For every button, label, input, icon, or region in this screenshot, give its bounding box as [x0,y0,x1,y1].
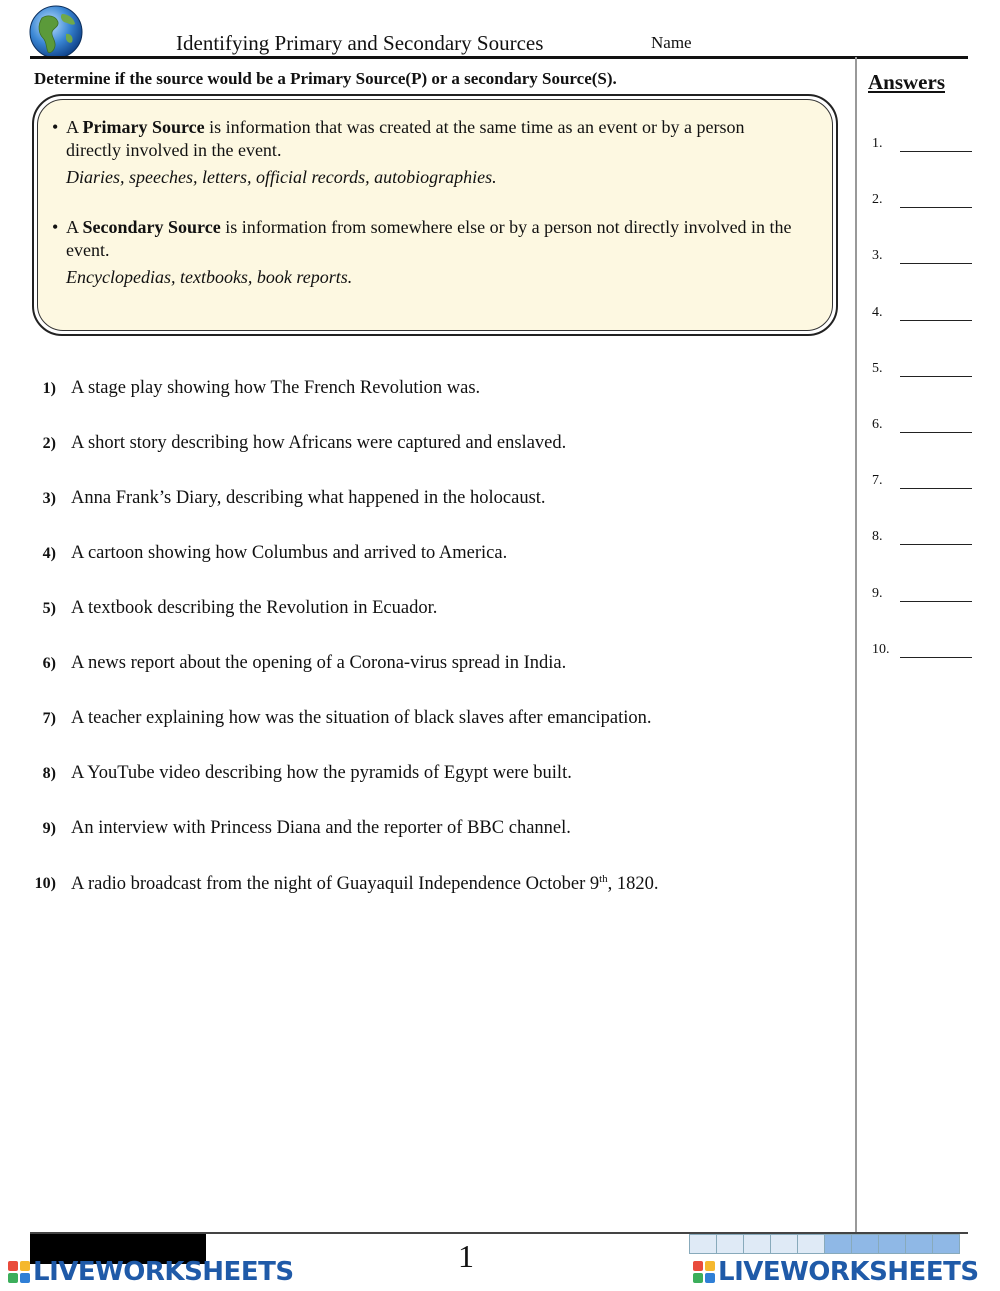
question-number: 6) [42,655,56,672]
grid-cell [824,1234,852,1254]
logo-block [705,1261,715,1271]
definitions-panel [37,99,833,331]
question-text: Anna Frank’s Diary, describing what happened in the holocaust. [71,488,546,508]
answers-title: Answers [868,70,945,94]
answer-row [872,303,982,359]
logo-blocks-icon [8,1261,30,1283]
question-number: 2) [42,435,56,452]
question-number: 5) [42,600,56,617]
liveworksheets-logo[interactable] [693,1256,979,1288]
answer-row [872,359,982,415]
answer-number: 6. [872,416,883,432]
question-number: 10) [34,875,56,892]
answer-row [872,415,982,471]
secondary-source-term: Secondary Source [82,217,221,237]
question-text: A cartoon showing how Columbus and arrived to America. [71,543,508,563]
question-number: 8) [42,765,56,782]
footer-grid [690,1234,960,1254]
logo-text: LIVEWORKSHEETS [33,1257,294,1287]
question-text: A short story describing how Africans were captured and enslaved. [71,433,567,453]
page-number: 1 [458,1238,474,1274]
grid-cell [932,1234,960,1254]
definitions-box [32,94,838,336]
primary-source-definition [52,116,802,189]
question-item [30,378,830,433]
answer-number: 3. [872,248,883,264]
answer-blank[interactable] [900,376,972,377]
liveworksheets-logo[interactable] [8,1256,294,1288]
logo-block [8,1273,18,1283]
question-item [30,763,830,818]
question-number: 4) [42,545,56,562]
question-text: A textbook describing the Revolution in Ecuador. [71,598,438,618]
header-divider [30,56,968,59]
question-item [30,433,830,488]
answer-number: 8. [872,529,883,545]
secondary-source-definition [52,216,802,289]
answer-blank[interactable] [900,432,972,433]
globe-icon [28,4,84,60]
name-label: Name [651,33,692,52]
answer-number: 10. [872,641,890,657]
logo-block [20,1273,30,1283]
question-item [30,543,830,598]
question-text: A teacher explaining how was the situation of black slaves after emancipation. [71,708,652,728]
definition-prefix: A [66,117,79,137]
page-title: Identifying Primary and Secondary Sources [176,31,544,55]
ordinal-suffix: th [599,873,608,885]
bullet: • [52,117,59,137]
question-text-main: A radio broadcast from the night of Guayaquil Independence October 9 [71,874,600,895]
answers-list [872,134,982,696]
answer-number: 9. [872,585,883,601]
grid-cell [689,1234,717,1254]
bullet: • [52,217,59,237]
question-text-end: , 1820. [607,874,659,895]
logo-text: LIVEWORKSHEETS [718,1257,979,1287]
answer-blank[interactable] [900,207,972,208]
answer-blank[interactable] [900,657,972,658]
question-number: 9) [42,820,56,837]
answer-number: 1. [872,136,883,151]
grid-cell [851,1234,879,1254]
questions-list [30,378,830,928]
secondary-source-text: is information from somewhere else or by a person not directly involved in the event. [66,217,792,260]
question-item [30,818,830,873]
question-item [30,653,830,708]
grid-cell [770,1234,798,1254]
instructions: Determine if the source would be a Primary Source(P) or a secondary Source(S). [34,69,617,88]
primary-source-term: Primary Source [82,117,205,137]
question-item [30,598,830,653]
primary-source-examples: Diaries, speeches, letters, official records, autobiographies. [66,167,497,187]
answer-row [872,471,982,527]
definition-prefix: A [66,217,79,237]
answer-number: 5. [872,360,883,376]
answer-row [872,584,982,640]
question-text: A news report about the opening of a Corona-virus spread in India. [71,653,567,673]
question-number: 1) [42,380,56,397]
answer-row [872,246,982,302]
answer-blank[interactable] [900,320,972,321]
grid-cell [905,1234,933,1254]
answer-number: 2. [872,192,883,208]
answer-blank[interactable] [900,263,972,264]
logo-blocks-icon [693,1261,715,1283]
question-number: 3) [42,490,56,507]
question-text: An interview with Princess Diana and the reporter of BBC channel. [71,818,571,838]
grid-cell [878,1234,906,1254]
question-text [71,873,659,895]
answer-row [872,640,982,696]
answer-blank[interactable] [900,151,972,152]
logo-block [8,1261,18,1271]
logo-block [693,1273,703,1283]
answer-number: 7. [872,473,883,489]
answer-number: 4. [872,304,883,320]
logo-block [705,1273,715,1283]
logo-block [20,1261,30,1271]
secondary-source-examples: Encyclopedias, textbooks, book reports. [66,267,353,287]
grid-cell [716,1234,744,1254]
grid-cell [797,1234,825,1254]
question-item [30,873,830,928]
answer-blank[interactable] [900,488,972,489]
answer-blank[interactable] [900,601,972,602]
answer-row [872,190,982,246]
grid-cell [743,1234,771,1254]
question-text: A YouTube video describing how the pyramids of Egypt were built. [71,763,572,783]
question-item [30,488,830,543]
question-number: 7) [42,710,56,727]
primary-source-text: is information that was created at the same time as an event or by a person directly involved in the event. [66,117,745,160]
answer-row [872,134,982,190]
question-text: A stage play showing how The French Revolution was. [71,378,481,398]
question-item [30,708,830,763]
answers-column-divider [855,57,857,1235]
answer-blank[interactable] [900,544,972,545]
answer-row [872,527,982,583]
logo-block [693,1261,703,1271]
